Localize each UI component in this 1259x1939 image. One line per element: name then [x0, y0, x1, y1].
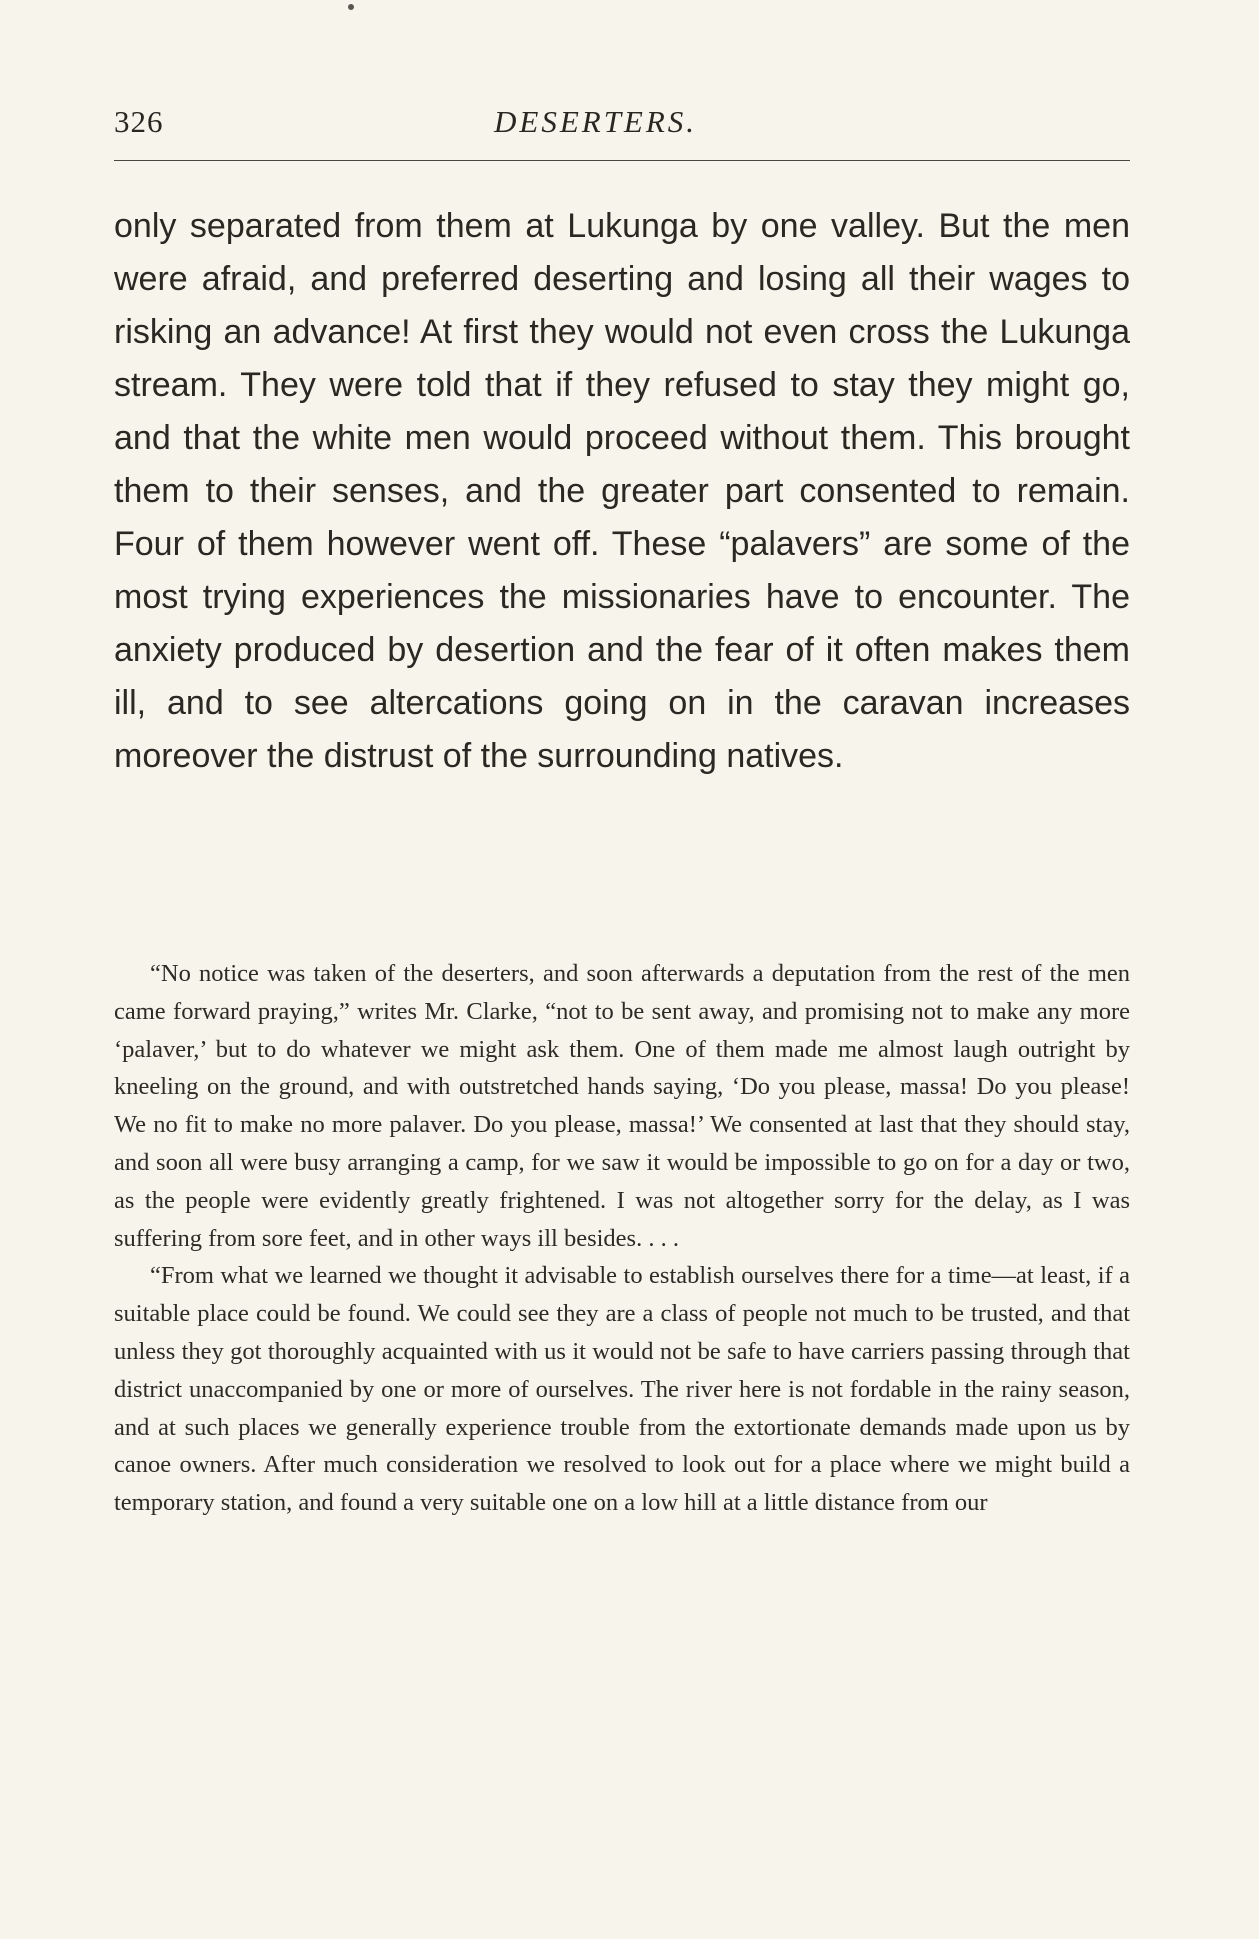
running-head: DESERTERS.	[494, 104, 698, 139]
quoted-letter	[114, 955, 1130, 1522]
body-text	[114, 200, 1130, 783]
page-header	[114, 104, 1130, 144]
body-paragraph: only separated from them at Lukunga by one valley. But the men were afraid, and preferred deserting and losing all their wages to risking an advance! At first they would not even cross the Lukunga stream. They were told that if they refused to stay they might go, and that the white men would proceed without them. This brought them to their senses, and the greater part consented to remain. Four of them however went off. These “palavers” are some of the most trying experiences the missionaries have to encounter. The anxiety produced by desertion and the fear of it often makes them ill, and to see altercations going on in the caravan increases moreover the distrust of the surrounding natives.	[114, 207, 1130, 775]
header-rule	[114, 160, 1130, 161]
quote-paragraph-1: “No notice was taken of the deserters, and soon afterwards a deputation from the rest of the men came forward praying,” writes Mr. Clarke, “not to be sent away, and promising not to make any more ‘palaver,’ but to do whatever we might ask them. One of them made me almost laugh outright by kneeling on the ground, and with outstretched hands saying, ‘Do you please, massa! Do you please! We no fit to make no more palaver. Do you please, massa!’ We consented at last that they should stay, and soon all were busy arranging a camp, for we saw it would be impossible to go on for a day or two, as the people were evidently greatly frightened. I was not altogether sorry for the delay, as I was suffering from sore feet, and in other ways ill besides. . . .	[114, 960, 1130, 1252]
page-number: 326	[114, 104, 164, 139]
print-mark	[348, 4, 354, 10]
quote-paragraph-2: “From what we learned we thought it advisable to establish ourselves there for a time—at least, if a suitable place could be found. We could see they are a class of people not much to be trusted, and that unless they got thoroughly acquainted with us it would not be safe to have carriers passing through that district unaccompanied by one or more of ourselves. The river here is not fordable in the rainy season, and at such places we generally experience trouble from the extortionate demands made upon us by canoe owners. After much consideration we resolved to look out for a place where we might build a temporary station, and found a very suitable one on a low hill at a little distance from our	[114, 1262, 1130, 1517]
